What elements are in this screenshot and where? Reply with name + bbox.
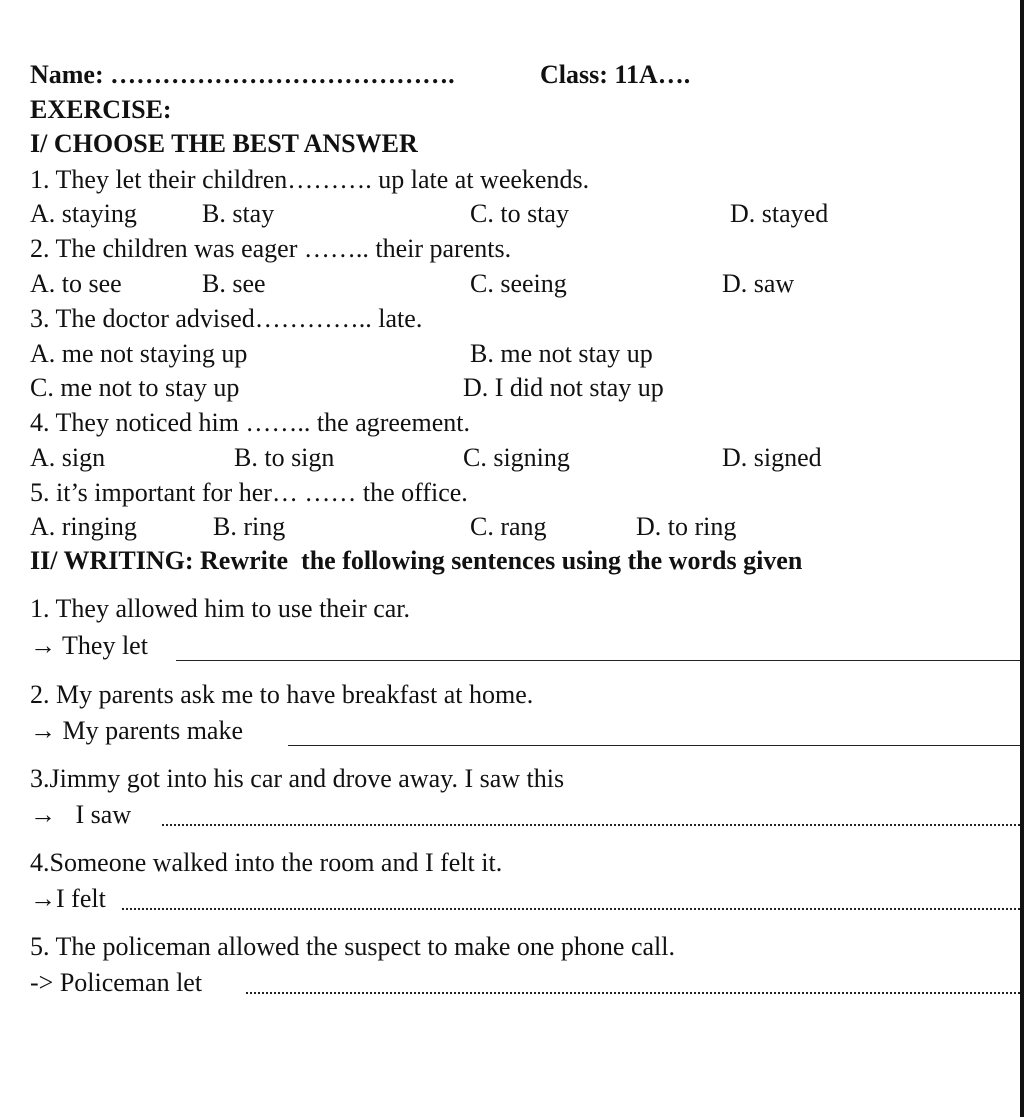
q5-option-c: C. rang <box>470 512 547 541</box>
section2-title: II/ WRITING: Rewrite the following sentences using the words given <box>30 546 803 575</box>
q5-option-d: D. to ring <box>636 512 737 541</box>
writing-5-sentence: 5. The policeman allowed the suspect to make one phone call. <box>30 932 675 961</box>
writing-4-sentence: 4.Someone walked into the room and I felt it. <box>30 848 503 877</box>
writing-4-answer-line[interactable] <box>122 906 1020 910</box>
q2-option-b: B. see <box>202 269 266 298</box>
q4-option-a: A. sign <box>30 443 106 472</box>
question-5: 5. it’s important for her… …… the office. <box>30 478 468 507</box>
question-4: 4. They noticed him …….. the agreement. <box>30 408 470 437</box>
question-1: 1. They let their children………. up late at weekends. <box>30 165 590 194</box>
writing-5-answer-line[interactable] <box>246 990 1020 994</box>
class-label: Class: 11A…. <box>540 60 691 89</box>
writing-1-sentence: 1. They allowed him to use their car. <box>30 594 411 623</box>
q2-option-c: C. seeing <box>470 269 567 298</box>
writing-1-prompt: → They let <box>30 631 148 660</box>
q3-option-a: A. me not staying up <box>30 339 248 368</box>
writing-2-answer-line[interactable] <box>288 744 1020 746</box>
q2-option-a: A. to see <box>30 269 122 298</box>
writing-4-prompt: →I felt <box>30 884 106 913</box>
writing-2-sentence: 2. My parents ask me to have breakfast at home. <box>30 680 534 709</box>
question-3: 3. The doctor advised………….. late. <box>30 304 423 333</box>
writing-3-prompt: → I saw <box>30 800 132 829</box>
writing-5-prompt: -> Policeman let <box>30 968 203 997</box>
q1-option-c: C. to stay <box>470 199 569 228</box>
q3-option-b: B. me not stay up <box>470 339 653 368</box>
writing-3-sentence: 3.Jimmy got into his car and drove away. I saw this <box>30 764 565 793</box>
q3-option-d: D. I did not stay up <box>463 373 664 402</box>
q2-option-d: D. saw <box>722 269 795 298</box>
q5-option-a: A. ringing <box>30 512 137 541</box>
section1-title: I/ CHOOSE THE BEST ANSWER <box>30 129 418 158</box>
writing-3-answer-line[interactable] <box>162 822 1020 826</box>
q5-option-b: B. ring <box>213 512 286 541</box>
exercise-title: EXERCISE: <box>30 95 172 124</box>
q1-option-b: B. stay <box>202 199 275 228</box>
q1-option-a: A. staying <box>30 199 137 228</box>
writing-1-answer-line[interactable] <box>176 659 1020 661</box>
q3-option-c: C. me not to stay up <box>30 373 240 402</box>
q1-option-d: D. stayed <box>730 199 829 228</box>
question-2: 2. The children was eager …….. their parents. <box>30 234 512 263</box>
page-right-border <box>1020 0 1024 1117</box>
q4-option-c: C. signing <box>463 443 570 472</box>
q4-option-d: D. signed <box>722 443 822 472</box>
q4-option-b: B. to sign <box>234 443 335 472</box>
name-label: Name: …………………………………. <box>30 60 455 89</box>
writing-2-prompt: → My parents make <box>30 716 244 745</box>
